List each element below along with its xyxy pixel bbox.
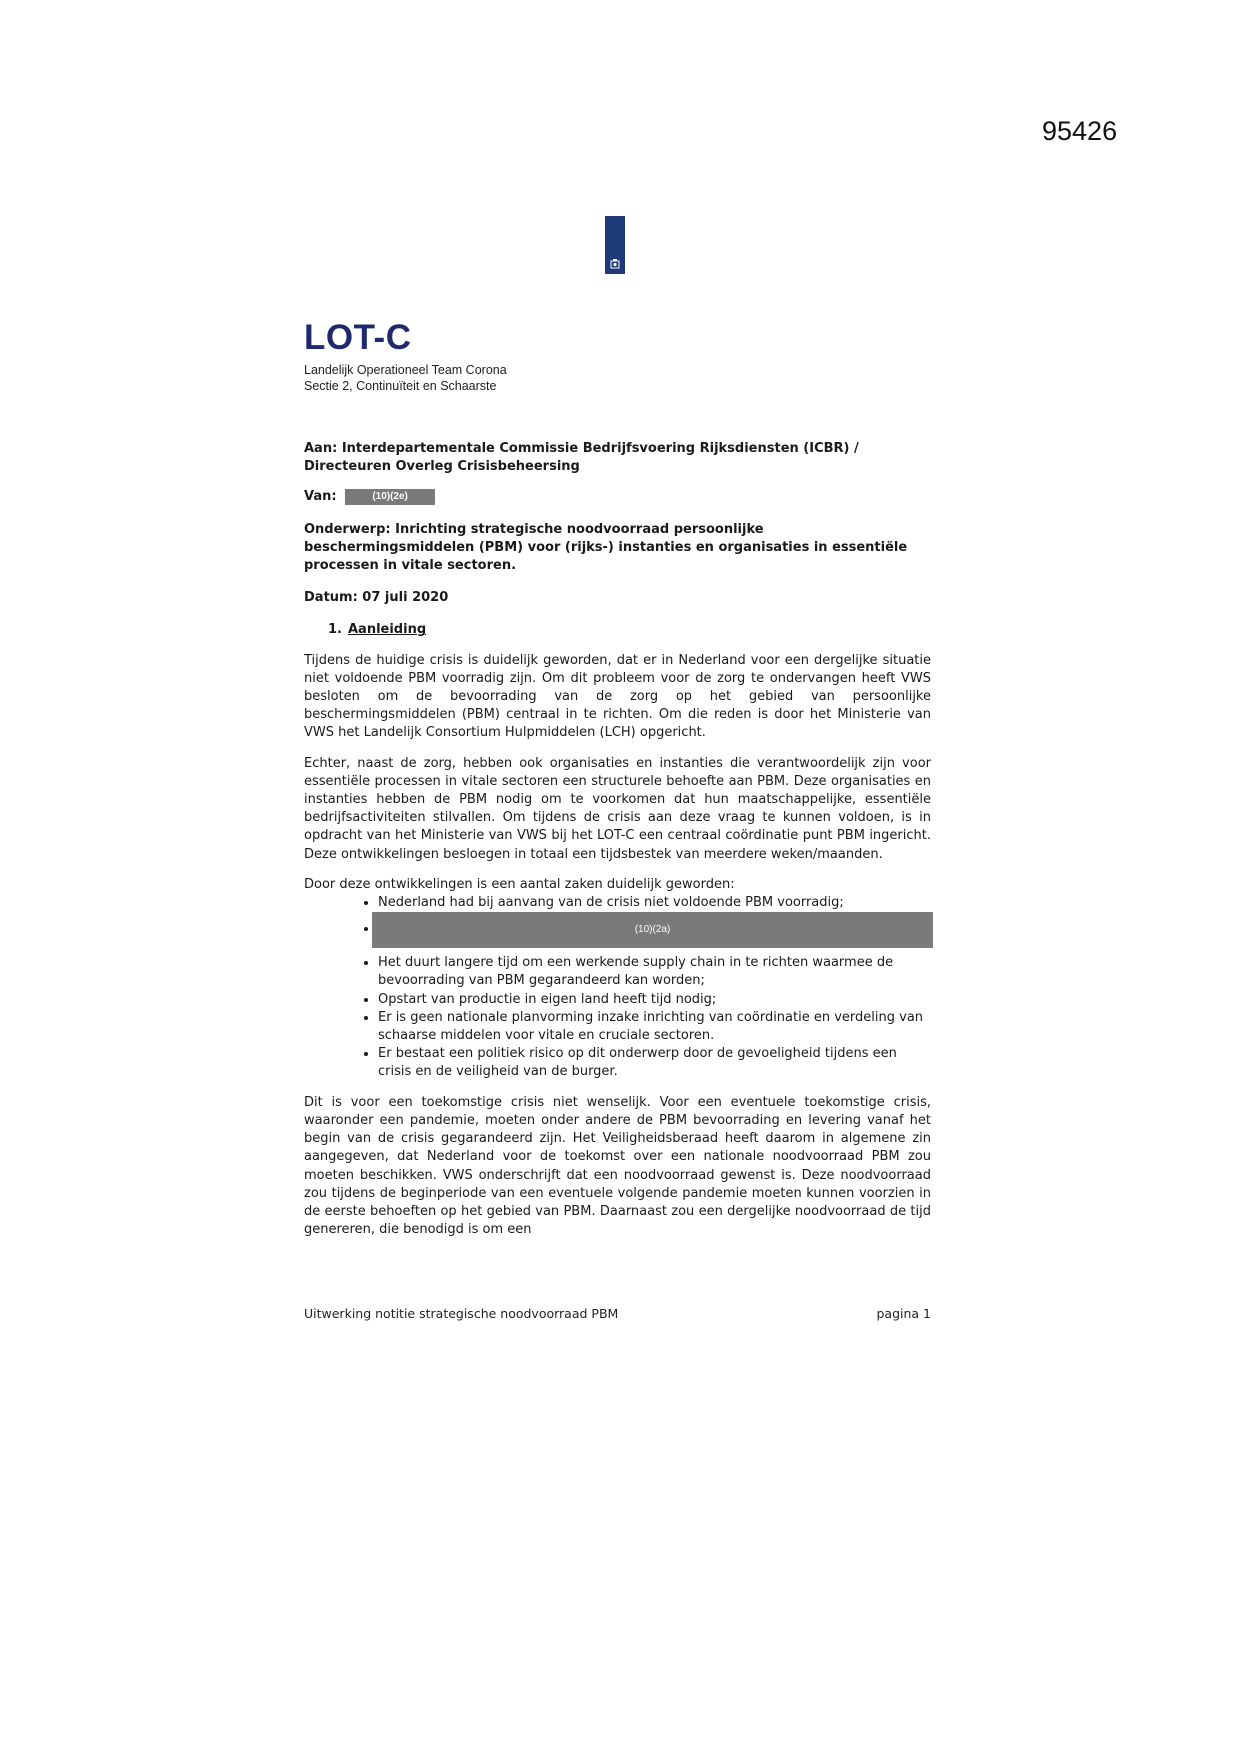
rijksoverheid-logo	[605, 216, 625, 274]
crest-icon	[609, 258, 621, 270]
document-number: 95426	[1042, 116, 1118, 146]
memo-body	[304, 440, 931, 1239]
sender-redaction: (10)(2e)	[345, 489, 435, 505]
list-item: • Er is geen nationale planvorming inzake inrichting van coördinatie en verdeling van schaarse middelen voor vitale en cruciale sectoren.	[378, 1009, 931, 1045]
org-title: LOT-C	[304, 318, 412, 357]
memo-subject: Onderwerp: Inrichting strategische noodvoorraad persoonlijke beschermingsmiddelen (PBM) voor (rijks-) instanties en organisaties in essentiële processen in vitale sectoren.	[304, 521, 908, 574]
memo-sender	[304, 488, 931, 506]
recipient-line-1: Aan: Interdepartementale Commissie Bedrijfsvoering Rijksdiensten (ICBR) /	[304, 441, 859, 456]
list-item: • Het duurt langere tijd om een werkende supply chain in te richten waarmee de bevoorrading van PBM gegarandeerd kan worden;	[378, 954, 931, 990]
paragraph-2: Echter, naast de zorg, hebben ook organisaties en instanties die verantwoordelijk zijn voor essentiële processen in vitale sectoren een structurele behoefte aan PBM. Deze organisaties en instanties hebben de PBM nodig om te voorkomen dat hun maatschappelijke, essentiële bedrijfsactiviteiten stilvallen. Om tijdens de crisis aan deze vraag te kunnen voldoen, is in opdracht van het Ministerie van VWS bij het LOT-C een centraal coördinatie punt PBM ingericht. Deze ontwikkelingen besloegen in totaal een tijdsbestek van meerdere weken/maanden.	[304, 755, 931, 862]
section-heading	[328, 621, 931, 639]
paragraph-1: Tijdens de huidige crisis is duidelijk geworden, dat er in Nederland voor een dergelijke situatie niet voldoende PBM voorradig zijn. Om dit probleem voor de zorg te ondervangen heeft VWS besloten om de bevoorrading van de zorg op het gebied van persoonlijke beschermingsmiddelen (PBM) centraal in te richten. Om die reden is door het Ministerie van VWS het Landelijk Consortium Hulpmiddelen (LCH) opgericht.	[304, 652, 931, 741]
bullets-intro: Door deze ontwikkelingen is een aantal zaken duidelijk geworden:	[304, 876, 735, 892]
footer-title: Uitwerking notitie strategische noodvoorraad PBM	[304, 1306, 619, 1321]
sender-label: Van:	[304, 489, 337, 505]
org-line-2: Sectie 2, Continuïteit en Schaarste	[304, 379, 497, 393]
section-number: 1.	[328, 622, 342, 638]
recipient-line-2: Directeuren Overleg Crisisbeheersing	[304, 459, 580, 475]
list-item: • Nederland had bij aanvang van de crisis niet voldoende PBM voorradig;	[378, 894, 931, 912]
org-subtitle	[304, 362, 507, 394]
bullet-list	[304, 894, 931, 1082]
org-line-1: Landelijk Operationeel Team Corona	[304, 363, 507, 377]
list-item	[378, 912, 931, 948]
page-footer	[304, 1306, 931, 1321]
page-number: pagina 1	[876, 1306, 931, 1321]
section-title: Aanleiding	[347, 622, 427, 638]
bullet-redaction: • (10)(2a)	[372, 912, 933, 948]
list-item: • Er bestaat een politiek risico op dit onderwerp door de gevoeligheid tijdens een crisis en de veiligheid van de burger.	[378, 1045, 931, 1081]
memo-recipient	[304, 440, 931, 476]
list-item: • Opstart van productie in eigen land heeft tijd nodig;	[378, 991, 931, 1009]
memo-date: Datum: 07 juli 2020	[304, 590, 449, 606]
paragraph-3: Dit is voor een toekomstige crisis niet wenselijk. Voor een eventuele toekomstige crisis, waaronder een pandemie, moeten onder andere de PBM bevoorrading en levering vanaf het begin van de crisis gegarandeerd zijn. Het Veiligheidsberaad heeft daarom in algemene zin aangegeven, dat Nederland voor de toekomst over een nationale noodvoorraad PBM zou moeten beschikken. VWS onderschrijft dat een noodvoorraad gewenst is. Deze noodvoorraad zou tijdens de beginperiode van een eventuele volgende pandemie moeten kunnen voorzien in de eerste behoeften op het gebied van PBM. Daarnaast zou een dergelijke noodvoorraad de tijd genereren, die benodigd is om een	[304, 1094, 931, 1238]
